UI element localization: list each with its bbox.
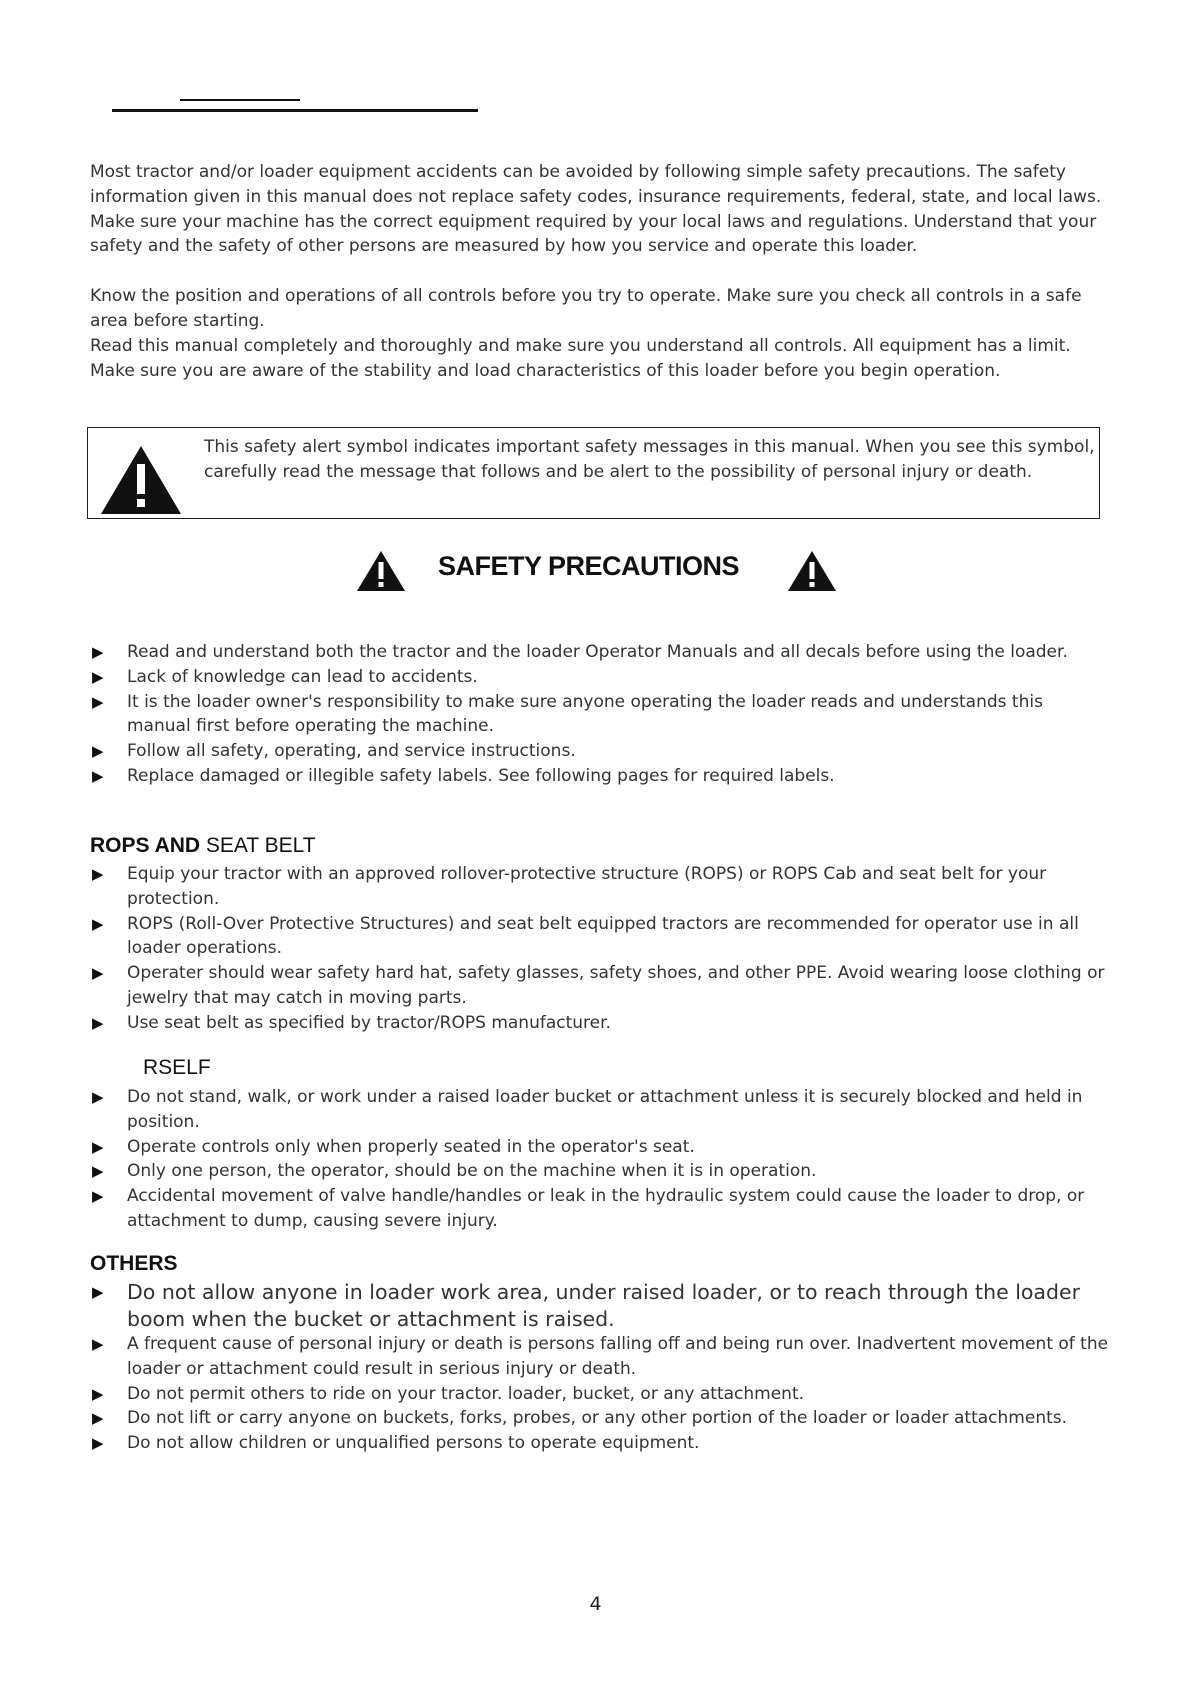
- list-item-text: Do not allow anyone in loader work area, under raised loader, or to reach through the loader boom when the bucket or attachment is raised.: [127, 1280, 1081, 1331]
- warning-triangle-icon: [787, 550, 837, 592]
- list-item-text: Operate controls only when properly seated in the operator's seat.: [127, 1136, 695, 1157]
- triangle-right-icon: ▶: [92, 1013, 104, 1032]
- list-item-text: A frequent cause of personal injury or death is persons falling off and being run over. Inadvertent movement of the loader or attachment could result in serious injury or death.: [127, 1334, 1109, 1379]
- list-item-text: Only one person, the operator, should be on the machine when it is in operation.: [127, 1161, 817, 1182]
- triangle-right-icon: ▶: [92, 1283, 104, 1301]
- triangle-right-icon: ▶: [92, 667, 104, 686]
- list-item: [90, 739, 1110, 764]
- triangle-right-icon: ▶: [92, 964, 104, 983]
- list-item: [90, 1184, 1110, 1234]
- others-title: OTHERS: [90, 1252, 178, 1275]
- list-item: [90, 1382, 1110, 1407]
- intro-paragraph-1: Most tractor and/or loader equipment accidents can be avoided by following simple safety precautions. The safety information given in this manual does not replace safety codes, insurance requirements, federal, state, and local laws. Make sure your machine has the correct equipment required by your local laws and regulations. Understand that your safety and the safety of other persons are measured by how you service and operate this loader.: [90, 162, 1102, 257]
- safety-alert-text: This safety alert symbol indicates important safety messages in this manual. When you see this symbol, carefully read the message that follows and be alert to the possibility of personal injury or death.: [204, 437, 1095, 482]
- header-short-rule: [180, 99, 300, 101]
- triangle-right-icon: ▶: [92, 1384, 104, 1403]
- list-item: [90, 912, 1110, 962]
- list-item: [90, 1279, 1110, 1332]
- list-item: [90, 862, 1110, 912]
- list-item-text: Follow all safety, operating, and service instructions.: [127, 741, 576, 762]
- warning-triangle-icon: [99, 444, 183, 516]
- others-section-title: [90, 1252, 178, 1276]
- list-item-text: Lack of knowledge can lead to accidents.: [127, 666, 478, 687]
- list-item-text: Do not allow children or unqualified persons to operate equipment.: [127, 1433, 700, 1454]
- list-item-text: Use seat belt as specified by tractor/ROPS manufacturer.: [127, 1012, 611, 1033]
- others-list: [90, 1279, 1110, 1456]
- rops-list: [90, 862, 1110, 1036]
- triangle-right-icon: ▶: [92, 1434, 104, 1453]
- safety-precautions-heading: [0, 545, 1191, 595]
- yourself-list: [90, 1085, 1110, 1234]
- triangle-right-icon: ▶: [92, 1137, 104, 1156]
- triangle-right-icon: ▶: [92, 1409, 104, 1428]
- list-item-text: Equip your tractor with an approved rollover-protective structure (ROPS) or ROPS Cab and seat belt for your protection.: [127, 864, 1047, 909]
- list-item-text: ROPS (Roll-Over Protective Structures) and seat belt equipped tractors are recommended for operator use in all loader operations.: [127, 913, 1079, 959]
- page-title: SAFETY PRECAUTIONS: [438, 551, 740, 581]
- intro-paragraph-2: Know the position and operations of all controls before you try to operate. Make sure you check all controls in a safe area before starting.: [90, 286, 1082, 331]
- triangle-right-icon: ▶: [92, 1187, 104, 1206]
- rops-title-rest: SEAT BELT: [200, 834, 316, 857]
- warning-triangle-icon: [356, 550, 406, 592]
- list-item: [90, 1011, 1110, 1036]
- list-item: [90, 1406, 1110, 1431]
- list-item-text: Accidental movement of valve handle/handles or leak in the hydraulic system could cause the loader to drop, or attachment to dump, causing severe injury.: [127, 1186, 1085, 1231]
- list-item-text: Do not stand, walk, or work under a raised loader bucket or attachment unless it is securely blocked and held in position.: [127, 1087, 1083, 1132]
- intro-paragraph-3: Read this manual completely and thoroughly and make sure you understand all controls. All equipment has a limit. Make sure you are aware of the stability and load characteristics of this loader before you begin operation.: [90, 336, 1071, 380]
- list-item: [90, 1159, 1110, 1184]
- list-item: [90, 640, 1110, 665]
- triangle-right-icon: ▶: [92, 692, 104, 711]
- list-item: [90, 690, 1110, 740]
- triangle-right-icon: ▶: [92, 742, 104, 761]
- list-item-text: Replace damaged or illegible safety labels. See following pages for required labels.: [127, 765, 835, 786]
- general-precautions-list: [90, 640, 1110, 789]
- list-item-text: Do not permit others to ride on your tractor. loader, bucket, or any attachment.: [127, 1383, 805, 1404]
- triangle-right-icon: ▶: [92, 643, 104, 661]
- rops-title-bold: ROPS AND: [90, 834, 201, 857]
- page-number: 4: [589, 1593, 602, 1615]
- list-item: [90, 764, 1110, 789]
- list-item: [90, 1431, 1110, 1456]
- list-item-text: Read and understand both the tractor and the loader Operator Manuals and all decals before using the loader.: [127, 642, 1068, 662]
- list-item: [90, 1135, 1110, 1160]
- list-item: [90, 1085, 1110, 1135]
- safety-alert-box: [87, 427, 1100, 519]
- list-item: [90, 1332, 1110, 1382]
- list-item: [90, 961, 1110, 1011]
- triangle-right-icon: ▶: [92, 1162, 104, 1181]
- triangle-right-icon: ▶: [92, 865, 104, 883]
- list-item-text: Operater should wear safety hard hat, safety glasses, safety shoes, and other PPE. Avoid wearing loose clothing or jewelry that may catch in moving parts.: [127, 963, 1105, 1008]
- triangle-right-icon: ▶: [92, 766, 104, 785]
- header-rule: [112, 109, 478, 112]
- yourself-section-title: RSELF: [143, 1056, 211, 1079]
- rops-section-title: [90, 834, 316, 858]
- list-item-text: Do not lift or carry anyone on buckets, forks, probes, or any other portion of the loader or loader attachments.: [127, 1408, 1068, 1429]
- list-item-text: It is the loader owner's responsibility to make sure anyone operating the loader reads and understands this manual first before operating the machine.: [127, 691, 1043, 737]
- triangle-right-icon: ▶: [92, 1088, 104, 1106]
- list-item: [90, 665, 1110, 690]
- triangle-right-icon: ▶: [92, 914, 104, 933]
- triangle-right-icon: ▶: [92, 1335, 104, 1353]
